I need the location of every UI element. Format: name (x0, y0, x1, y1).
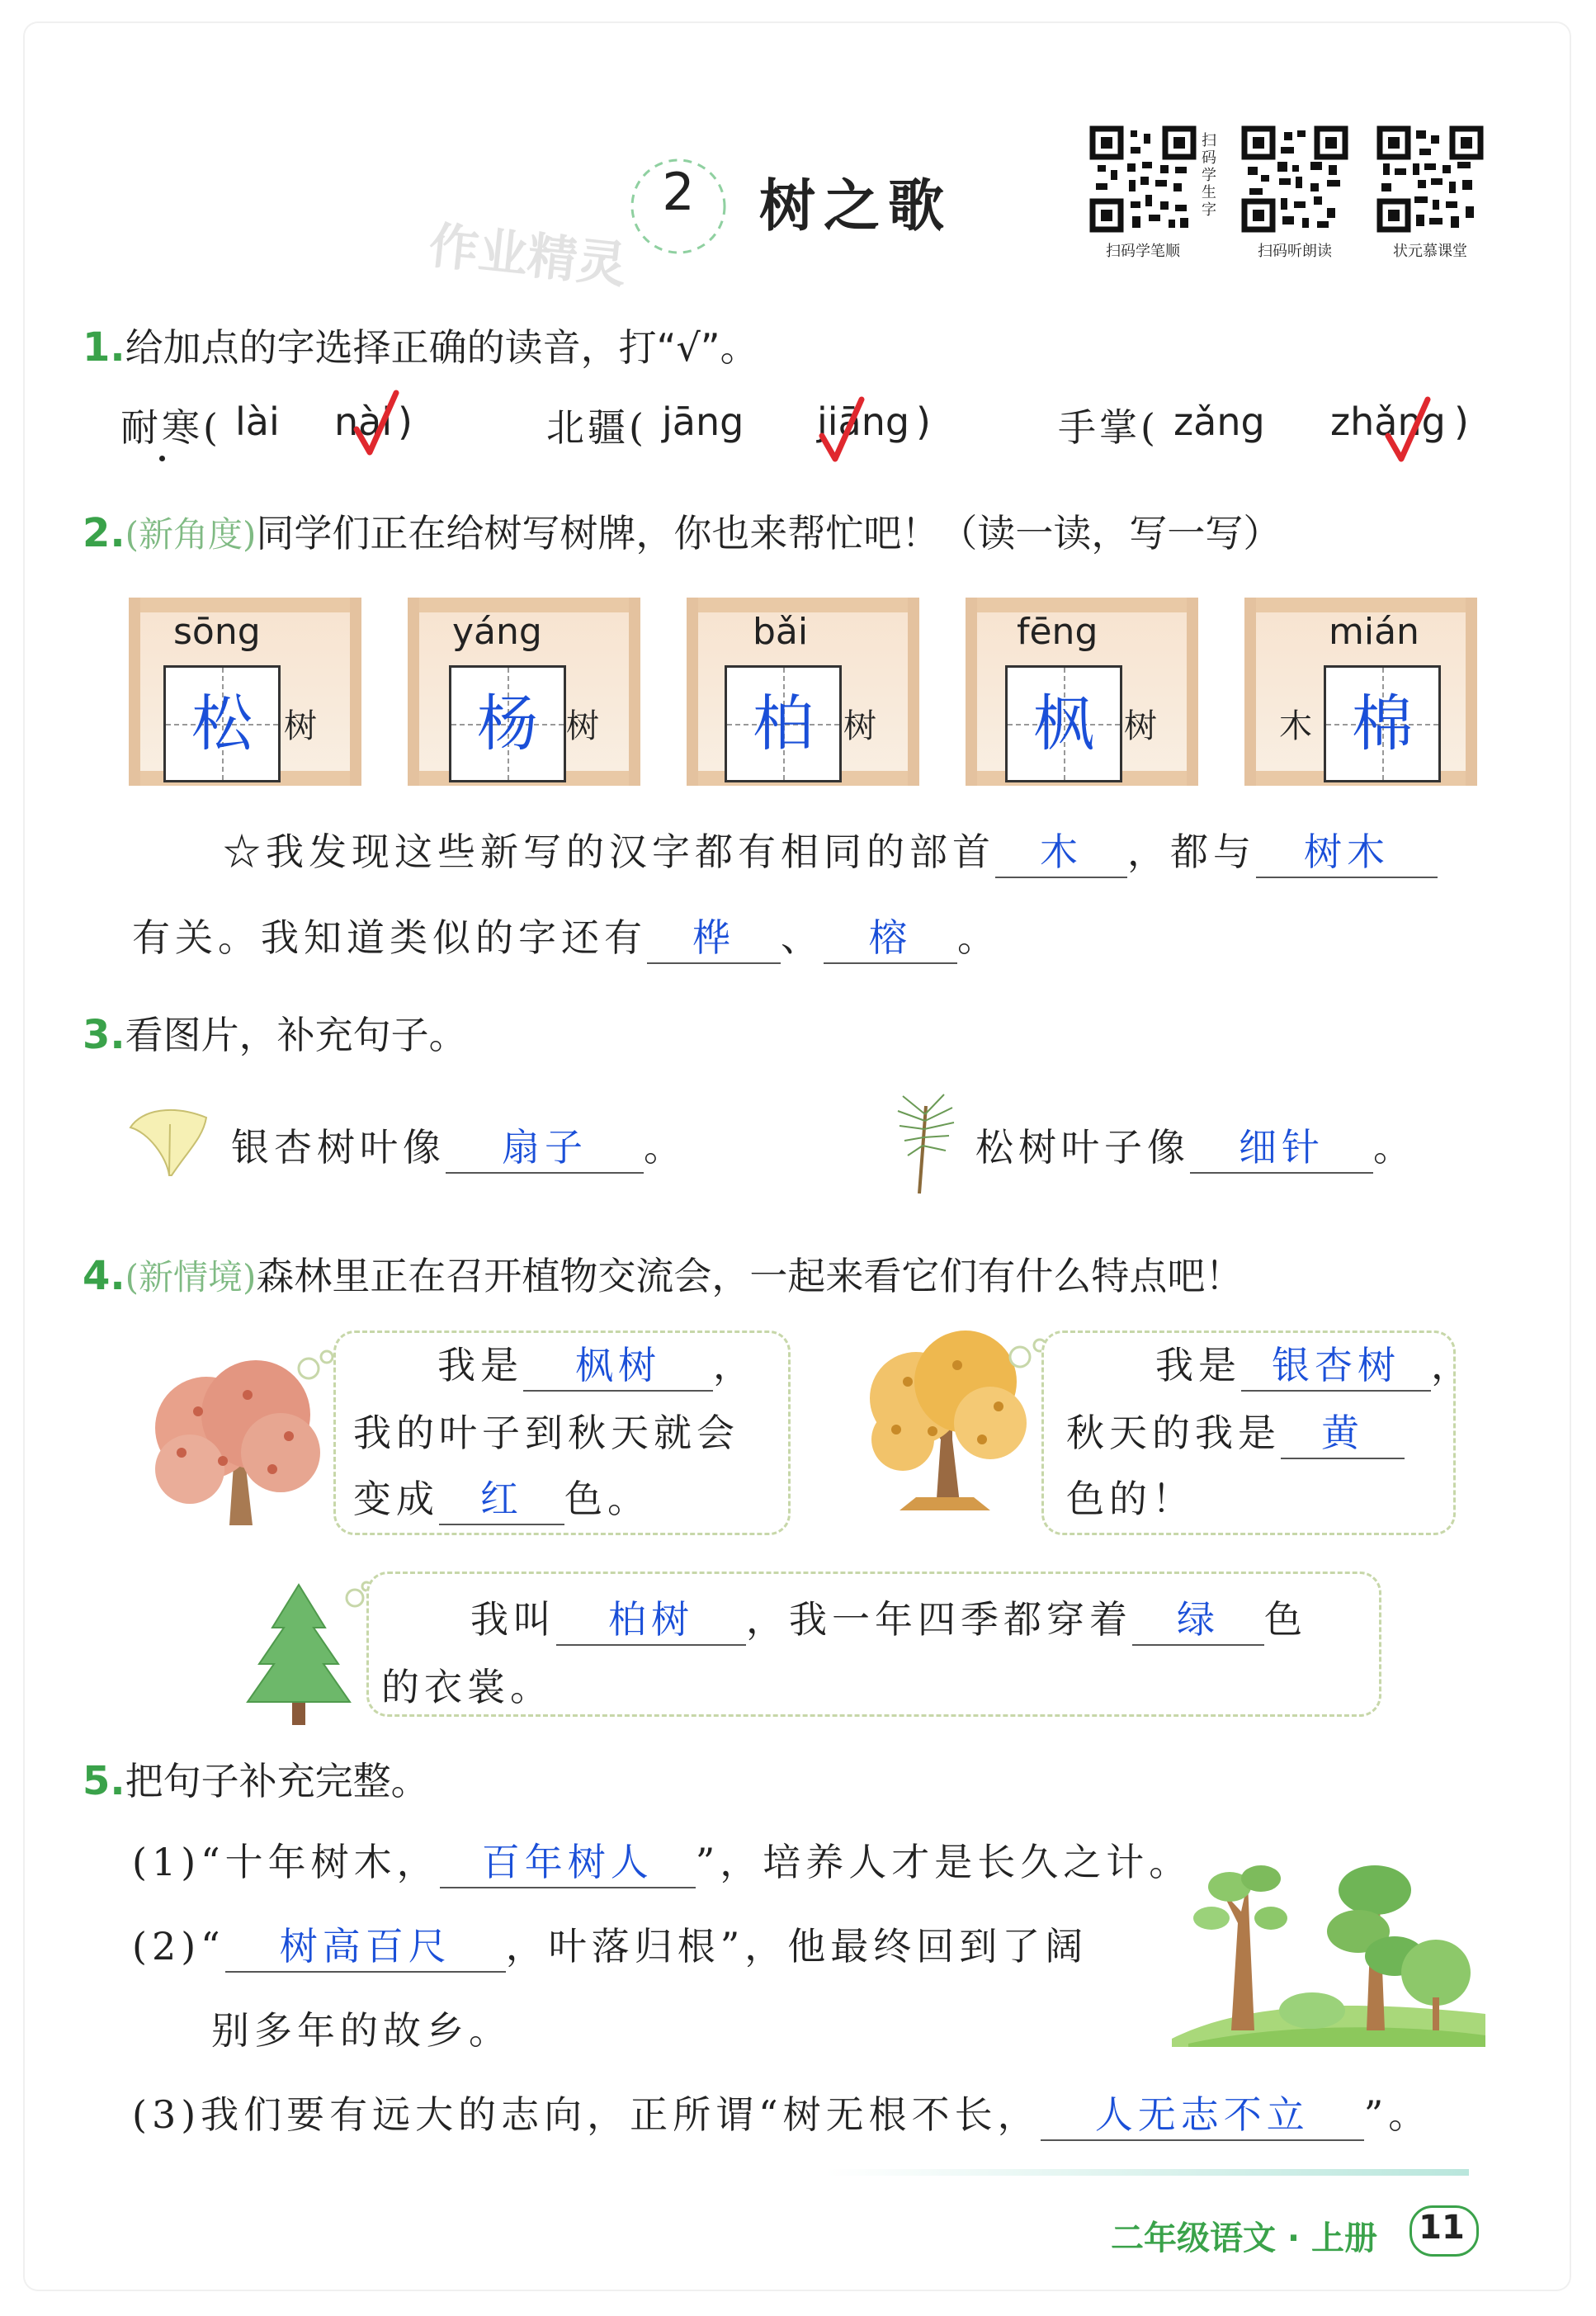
q5-line-2b: 别多年的故乡。 (211, 2008, 512, 2053)
writing-box[interactable] (163, 665, 281, 782)
card-suffix: 树 (843, 707, 876, 745)
similar-char-blank[interactable]: 桦 (647, 908, 781, 964)
q4-prompt: 森林里正在召开植物交流会，一起来看它们有什么特点吧！ (256, 1254, 1244, 1298)
ginkgo-color-blank[interactable]: 黄 (1281, 1403, 1405, 1459)
card-suffix: 树 (284, 707, 317, 745)
proverb-blank-2[interactable]: 树高百尺 (225, 1917, 506, 1973)
q3-prompt: 看图片，补充句子。 (125, 1013, 467, 1057)
trees-illustration (1172, 1849, 1485, 2047)
qr-code-icon[interactable] (1376, 125, 1484, 233)
ginkgo-blank[interactable]: 扇子 (446, 1118, 644, 1174)
lesson-title: 树之歌 (759, 173, 953, 239)
similar-char-blank[interactable]: 榕 (824, 908, 957, 964)
checkmark-icon (352, 388, 401, 461)
pine-twig-icon (886, 1089, 961, 1197)
q4-heading (83, 1246, 1243, 1301)
q2-line-2: 有关。我知道类似的字还有 桦 、 榕 。 (132, 908, 1000, 964)
q1-word: 耐寒 (120, 405, 203, 450)
q1-option[interactable]: zǎng (1173, 399, 1265, 444)
writing-box[interactable] (449, 665, 566, 782)
watermark-text: 作业精灵 (426, 216, 630, 295)
card-pinyin: yáng (452, 611, 542, 653)
ginkgo-name-blank[interactable]: 银杏树 (1241, 1335, 1431, 1392)
tree-sign-card (1244, 598, 1477, 786)
q1-option[interactable]: jāng (662, 399, 744, 444)
q1-heading (83, 318, 758, 372)
ginkgo-line-2: 秋天的我是 黄 (1066, 1403, 1405, 1459)
maple-line-1: 我是 枫树 ， (437, 1335, 756, 1392)
cypress-line-2: 的衣裳。 (381, 1665, 553, 1709)
lesson-number: 2 (662, 162, 695, 222)
card-answer: 柏 (753, 688, 814, 759)
q3-number: 3. (83, 1012, 125, 1058)
q2-prompt: 同学们正在给树写树牌，你也来帮忙吧！（读一读，写一写） (256, 511, 1282, 555)
card-pinyin: mián (1329, 611, 1419, 653)
tree-sign-card (129, 598, 361, 786)
q4-tag: (新情境) (125, 1257, 257, 1297)
q1-item-2: 北疆( (546, 405, 647, 450)
proverb-blank-1[interactable]: 百年树人 (440, 1832, 696, 1888)
q5-prompt: 把句子补充完整。 (125, 1759, 429, 1803)
radical-blank[interactable]: 木 (995, 822, 1127, 878)
writing-box[interactable] (1005, 665, 1122, 782)
qr-caption: 状元慕课堂 (1393, 243, 1467, 260)
checkmark-icon (817, 395, 866, 467)
q2-number: 2. (83, 510, 125, 556)
qr-side-label: 扫码学生字 (1202, 132, 1216, 219)
ginkgo-tree-icon (850, 1324, 1056, 1514)
q3-heading (83, 1005, 467, 1060)
qr-code-icon[interactable] (1241, 125, 1348, 233)
q5-line-1: (1)“十年树木， 百年树人 ”，培养人才是长久之计。 (132, 1832, 1192, 1888)
maple-color-blank[interactable]: 红 (439, 1469, 564, 1525)
q5-line-2: (2)“ 树高百尺 ，叶落归根”，他最终回到了阔 (132, 1917, 1088, 1973)
card-answer: 棉 (1352, 688, 1413, 759)
card-suffix: 树 (1124, 707, 1157, 745)
card-suffix: 树 (566, 707, 599, 745)
tree-sign-card (966, 598, 1198, 786)
card-pinyin: sōng (173, 611, 261, 653)
worksheet-page: 2 树之歌 作业精灵 扫码学生字 扫码学笔顺 扫码听朗读 状元慕课堂 1.给加点的字选择正确的读音，打“√”。 耐寒( lài nài ) 北疆( jāng jiāng ) 手掌( zǎng zhǎng ) 2.(新角度)同学们正在给树写树牌，你也来帮忙吧！（读一读，写一写） sōng 松 树 yáng 杨 树 bǎi 柏 树 fēng 枫 树 mián 木 棉 ☆我发现这些新写的汉字都有相同的部首 木 ，都与 树木 有关。我知道类似的字还有 桦 、 榕 。 3.看图片，补充句子。 银杏树叶像 扇子 。 松树叶子像 细针 。 4.(新情境)森林里正在召开植物交流会，一起来看它们有什么特点吧！ 我是 枫树 ， 我的叶子到秋天就会 变成 红 色。 我是 银杏树 ， 秋天的我是 黄 色的！ 我叫 柏树 ，我一年四季都穿着 绿 色 的衣裳。 5.把句子补充完整。 (1)“十年树木， 百年树人 ”，培养人才是长久之计。 (2)“ 树高百尺 ，叶落归根”，他最终回到了阔 别多年的故乡。 (3)我们要有远大的志向，正所谓“树无根不长， 人无志不立 ”。 二年级语文 · 上册 11 (0, 0, 1596, 2316)
maple-line-3: 变成 红 色。 (353, 1469, 650, 1525)
maple-name-blank[interactable]: 枫树 (523, 1335, 713, 1392)
q1-option[interactable]: zhǎng (1330, 399, 1446, 444)
cypress-name-blank[interactable]: 柏树 (556, 1590, 746, 1646)
q2-line-1: ☆我发现这些新写的汉字都有相同的部首 木 ，都与 树木 (223, 822, 1438, 878)
tree-sign-card (408, 598, 640, 786)
q4-number: 4. (83, 1253, 125, 1299)
q3-sentence-1: 银杏树叶像 扇子 。 (231, 1118, 687, 1174)
book-label: 二年级语文 · 上册 (1111, 2219, 1378, 2257)
pine-blank[interactable]: 细针 (1190, 1118, 1373, 1174)
ginkgo-line-3: 色的！ (1066, 1477, 1195, 1521)
cypress-color-blank[interactable]: 绿 (1132, 1590, 1264, 1646)
q1-prompt: 给加点的字选择正确的读音，打“√”。 (125, 325, 758, 370)
q2-heading (83, 503, 1281, 558)
q2-tag: (新角度) (125, 514, 257, 555)
proverb-blank-3[interactable]: 人无志不立 (1041, 2085, 1364, 2141)
q1-item-1: 耐寒( (120, 405, 221, 450)
page-number: 11 (1419, 2209, 1465, 2247)
checkmark-icon (1383, 395, 1433, 467)
writing-box[interactable] (1324, 665, 1441, 782)
card-answer: 枫 (1033, 688, 1094, 759)
qr-caption: 扫码听朗读 (1258, 243, 1332, 260)
card-answer: 松 (191, 688, 253, 759)
q3-sentence-2: 松树叶子像 细针 。 (975, 1118, 1416, 1174)
footer-line (825, 2169, 1469, 2176)
maple-tree-icon (132, 1345, 338, 1527)
q5-number: 5. (83, 1758, 125, 1804)
q1-item-3: 手掌( (1058, 405, 1159, 450)
q1-option[interactable]: jiāng (817, 399, 910, 444)
q1-option[interactable]: lài (235, 399, 280, 444)
q1-number: 1. (83, 324, 125, 371)
cypress-line-1: 我叫 柏树 ，我一年四季都穿着 绿 色 (470, 1590, 1307, 1646)
maple-line-2: 我的叶子到秋天就会 (353, 1411, 739, 1455)
card-answer: 杨 (477, 688, 538, 759)
q5-heading (83, 1751, 429, 1806)
relation-blank[interactable]: 树木 (1256, 822, 1438, 878)
ginkgo-line-1: 我是 银杏树 ， (1155, 1335, 1474, 1392)
cypress-tree-icon (239, 1578, 371, 1727)
card-pinyin: bǎi (753, 611, 809, 653)
writing-box[interactable] (725, 665, 842, 782)
tree-sign-card (687, 598, 919, 786)
card-pinyin: fēng (1017, 611, 1098, 653)
qr-caption: 扫码学笔顺 (1106, 243, 1180, 260)
qr-code-icon[interactable] (1089, 125, 1197, 233)
card-prefix: 木 (1279, 707, 1312, 745)
q1-option[interactable]: nài (334, 399, 393, 444)
q5-line-3: (3)我们要有远大的志向，正所谓“树无根不长， 人无志不立 ”。 (132, 2085, 1431, 2141)
ginkgo-leaf-icon (124, 1099, 215, 1182)
